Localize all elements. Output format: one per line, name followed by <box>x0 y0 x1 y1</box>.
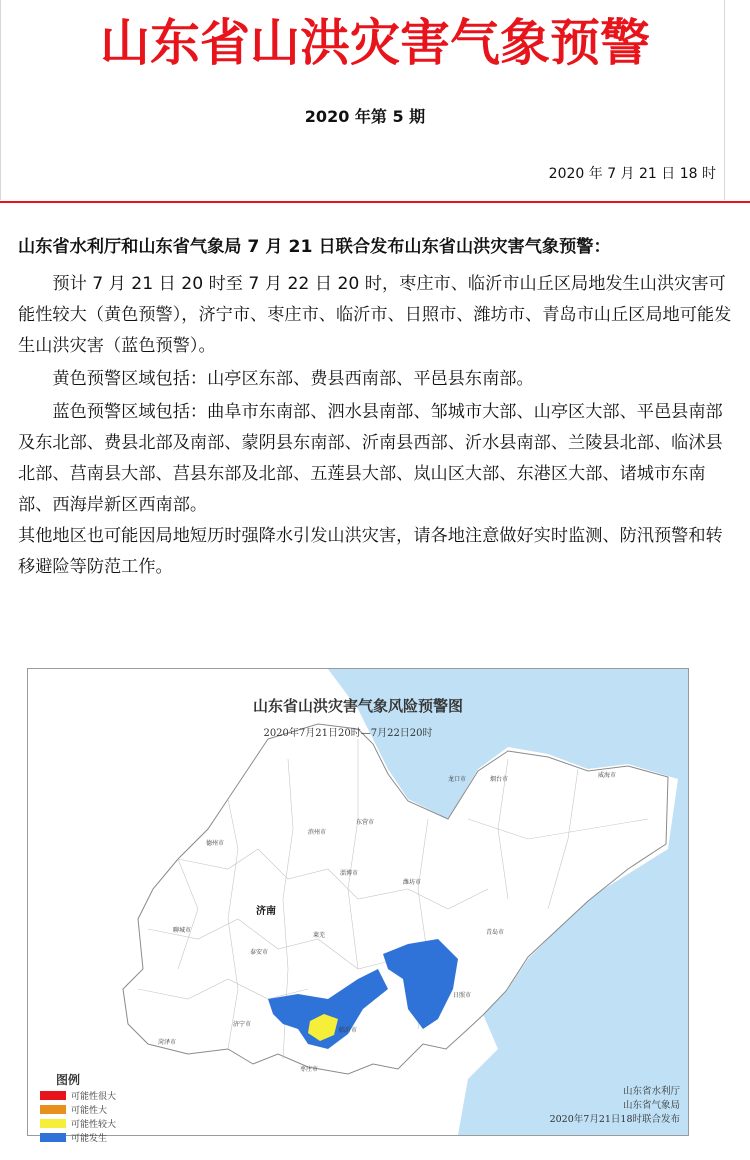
city-label-heze: 菏泽市 <box>158 1039 177 1046</box>
lead-paragraph: 山东省水利厅和山东省气象局 7 月 21 日联合发布山东省山洪灾害气象预警： <box>18 237 611 257</box>
warning-map <box>27 668 689 1144</box>
city-label-jining: 济宁市 <box>233 1021 252 1028</box>
agency-line-3: 2020年7月21日18时联合发布 <box>549 1114 680 1125</box>
city-label-weihai: 威海市 <box>598 772 617 779</box>
city-label-yantai: 烟台市 <box>490 776 509 783</box>
agency-line-1: 山东省水利厅 <box>622 1086 680 1097</box>
city-label-dongying: 东营市 <box>356 819 375 826</box>
paragraph-forecast: 预计 7 月 21 日 20 时至 7 月 22 日 20 时，枣庄市、临沂市山丘区局地发生山洪灾害可能性较大（黄色预警），济宁市、枣庄市、临沂市、日照市、潍坊市、青岛市山丘区局地可能发生山洪灾害（蓝色预警）。 <box>18 274 732 356</box>
legend-swatch-red <box>40 1091 66 1100</box>
doc-body <box>18 232 736 583</box>
city-label-binzhou: 滨州市 <box>308 829 327 836</box>
legend-label: 可能性大 <box>71 1106 108 1116</box>
city-label-liaocheng: 聊城市 <box>173 927 192 934</box>
agency-block <box>550 1085 680 1127</box>
legend-swatch-yellow <box>40 1119 66 1128</box>
legend-title: 图例 <box>56 1073 81 1087</box>
legend-label: 可能发生 <box>71 1134 108 1144</box>
city-label-weifang: 潍坊市 <box>403 879 422 886</box>
legend-swatch-blue <box>40 1133 66 1142</box>
legend-label: 可能性很大 <box>71 1092 117 1102</box>
issue-date: 2020 年 7 月 21 日 18 时 <box>548 166 716 182</box>
legend-item-very-high <box>40 1089 116 1102</box>
city-label-jinan: 济南 <box>256 906 276 917</box>
issue-number: 2020 年第 5 期 <box>304 107 426 126</box>
map-subtitle: 2020年7月21日20时—7月22日20时 <box>263 728 433 739</box>
city-label-rizhao: 日照市 <box>453 992 472 999</box>
city-label-dezhou: 德州市 <box>206 840 225 847</box>
city-label-laiwu: 莱芜 <box>313 932 326 939</box>
city-label-zaozhuang: 枣庄市 <box>300 1066 319 1073</box>
paragraph-blue: 蓝色预警区域包括：曲阜市东南部、泗水县南部、邹城市大部、山亭区大部、平邑县南部及东北部、费县北部及南部、蒙阴县东南部、沂南县西部、沂水县南部、兰陵县北部、临沭县北部、莒南县大部、莒县东部及北部、五莲县大部、岚山区大部、东港区大部、诸城市东南部、西海岸新区西南部。 <box>18 402 723 515</box>
legend-swatch-orange <box>40 1105 66 1114</box>
city-label-qingdao: 青岛市 <box>486 929 505 936</box>
city-label-longkou: 龙口市 <box>448 776 467 783</box>
legend-item-fairly-high <box>40 1117 116 1130</box>
doc-title: 山东省山洪灾害气象预警 <box>100 14 650 72</box>
paragraph-yellow: 黄色预警区域包括：山亭区东部、费县西南部、平邑县东南部。 <box>52 369 534 389</box>
legend-item-high <box>40 1103 107 1116</box>
city-label-linyi: 临沂市 <box>339 1027 358 1034</box>
legend-label: 可能性较大 <box>71 1120 117 1130</box>
map-title: 山东省山洪灾害气象风险预警图 <box>252 697 463 715</box>
agency-line-2: 山东省气象局 <box>622 1100 680 1111</box>
city-label-zibo: 淄博市 <box>340 870 359 877</box>
city-label-taian: 泰安市 <box>250 949 269 956</box>
paragraph-other: 其他地区也可能因局地短历时强降水引发山洪灾害，请各地注意做好实时监测、防汛预警和转移避险等防范工作。 <box>18 526 723 577</box>
legend-item-possible <box>40 1131 107 1144</box>
red-divider <box>0 201 750 203</box>
